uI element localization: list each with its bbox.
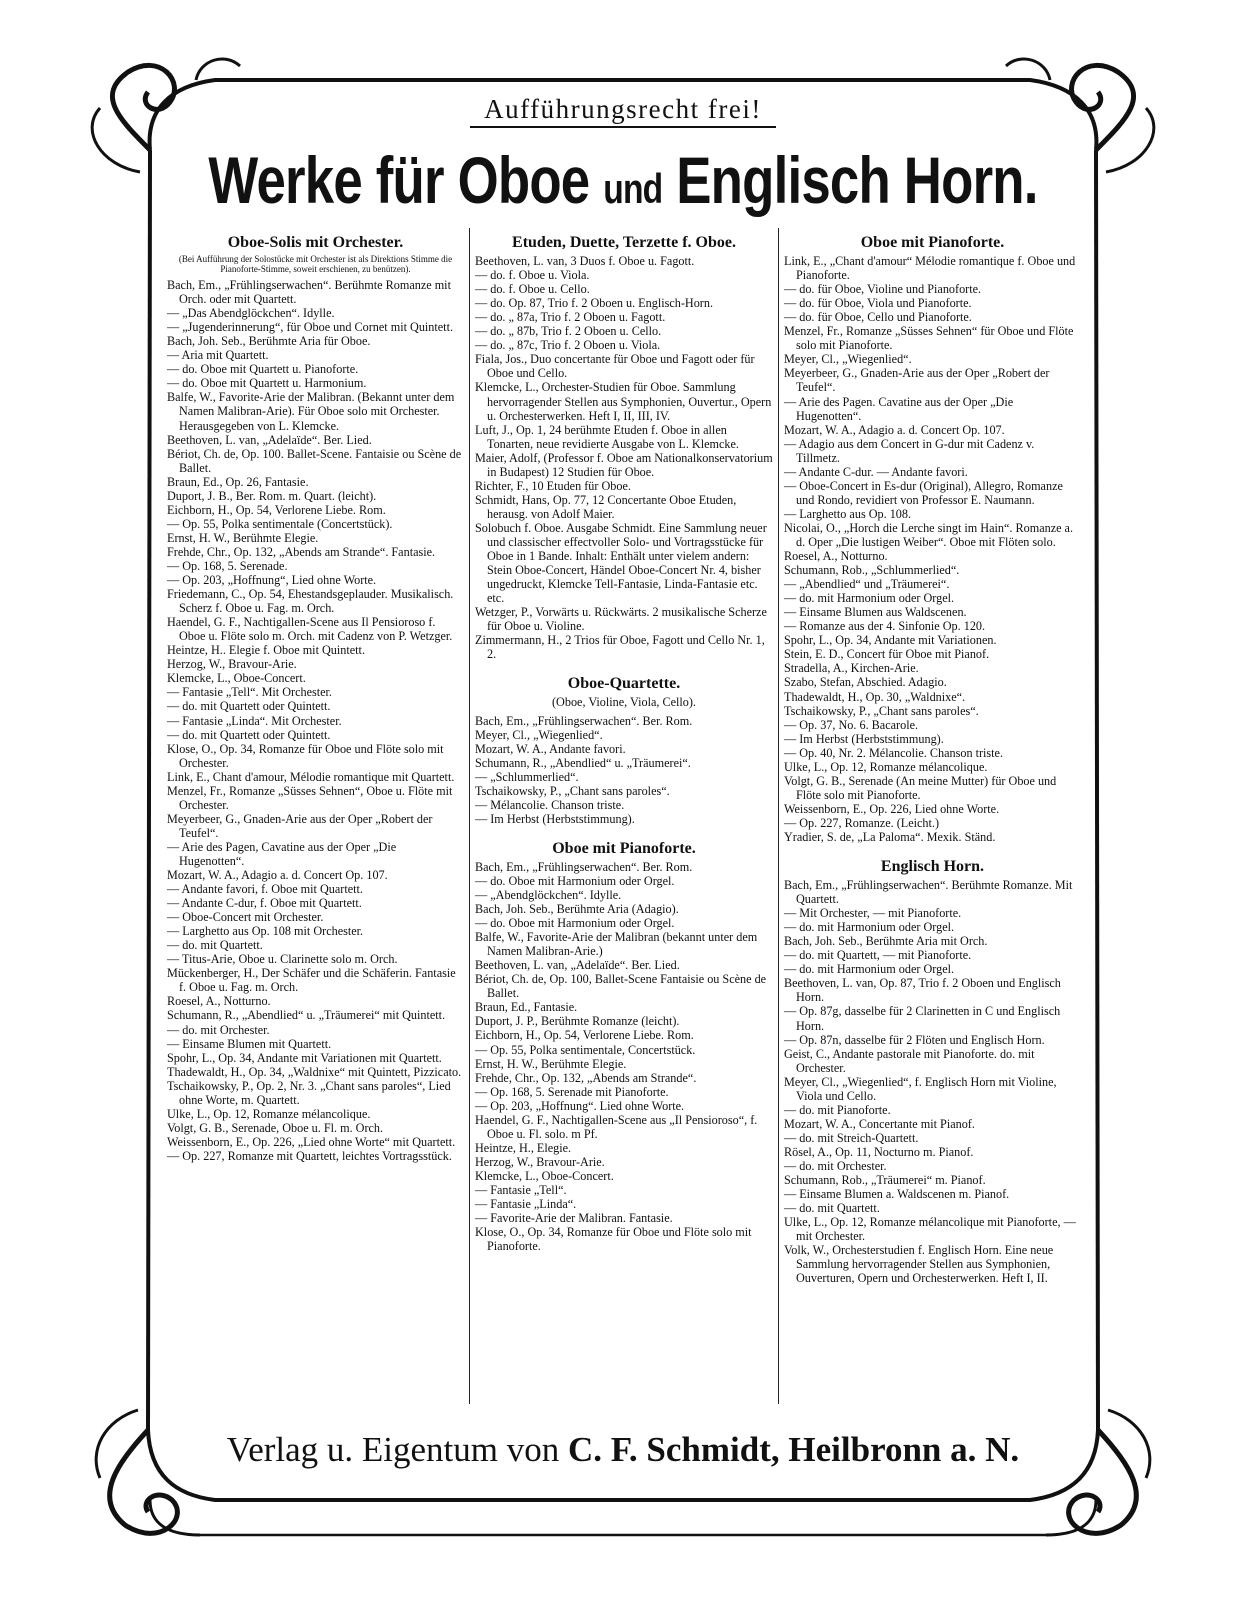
catalog-entry: — do. mit Quartett oder Quintett. (167, 727, 331, 742)
section-subtitle: (Oboe, Violine, Viola, Cello). (552, 695, 696, 710)
catalog-entry: — do. mit Streich-Quartett. (784, 1130, 919, 1145)
catalog-entry: — Op. 87g, dasselbe für 2 Clarinetten in C und Englisch Horn. (784, 1004, 1061, 1033)
catalog-entry: — do. mit Pianoforte. (784, 1102, 891, 1117)
catalog-entry: Schmidt, Hans, Op. 77, 12 Concertante Oboe Etuden, herausg. von Adolf Maier. (475, 492, 737, 521)
column-oboe-solis (162, 228, 469, 1404)
catalog-entry: Bériot, Ch. de, Op. 100. Ballet-Scene. Fantaisie ou Scène de Ballet. (167, 446, 462, 475)
column-oboe-pianoforte (779, 228, 1086, 1404)
catalog-entry: — Arie des Pagen, Cavatine aus der Oper „Die Hugenotten“. (167, 839, 397, 868)
catalog-entry: Herzog, W., Bravour-Arie. (167, 657, 297, 672)
catalog-entry: Ernst, H. W., Berühmte Elegie. (167, 530, 319, 545)
catalog-entry: Heintze, H.. Elegie f. Oboe mit Quintett. (167, 643, 365, 658)
catalog-entry: Meyer, Cl., „Wiegenlied“. (475, 727, 603, 742)
catalog-entry: — Mélancolie. Chanson triste. (475, 797, 625, 812)
catalog-entry: — „Abendlied“ und „Träumerei“. (784, 577, 950, 592)
catalog-entry: — Oboe-Concert in Es-dur (Original), Allegro, Romanze und Rondo, revidiert von Professor E. Naumann. (784, 478, 1063, 507)
catalog-entry: — do. mit Quartett. (784, 1201, 880, 1216)
catalog-entry: — Op. 55, Polka sentimentale, Concertstück. (475, 1042, 696, 1057)
catalog-entry: Schumann, Rob., „Schlummerlied“. (784, 563, 960, 578)
catalog-entry: Bach, Joh. Seb., Berühmte Aria mit Orch. (784, 934, 988, 949)
catalog-list (475, 714, 773, 826)
catalog-entry: — do. mit Harmonium oder Orgel. (784, 591, 955, 606)
catalog-entry: Mückenberger, H., Der Schäfer und die Schäferin. Fantasie f. Oboe u. Fag. m. Orch. (167, 966, 456, 995)
catalog-entry: — Im Herbst (Herbststimmung). (475, 811, 635, 826)
catalog-entry: — do. f. Oboe u. Cello. (475, 282, 590, 297)
catalog-entry: Spohr, L., Op. 34, Andante mit Variationen. (784, 633, 997, 648)
catalog-entry: Duport, J. B., Ber. Rom. m. Quart. (leicht). (167, 488, 377, 503)
catalog-entry: — Mit Orchester, — mit Pianoforte. (784, 906, 962, 921)
catalog-entry: — Op. 168, 5. Serenade mit Pianoforte. (475, 1084, 669, 1099)
page-title (125, 140, 1122, 229)
catalog-entry: Eichborn, H., Op. 54, Verlorene Liebe. Rom. (475, 1028, 694, 1043)
catalog-entry: Herzog, W., Bravour-Arie. (475, 1154, 605, 1169)
catalog-entry: Fiala, Jos., Duo concertante für Oboe und Fagott oder für Oboe und Cello. (475, 352, 755, 381)
catalog-entry: Volgt, G. B., Serenade, Oboe u. Fl. m. Orch. (167, 1120, 384, 1135)
catalog-entry: Meyerbeer, G., Gnaden-Arie aus der Oper „Robert der Teufel“. (784, 366, 1050, 395)
catalog-entry: — do. mit Orchester. (167, 1022, 270, 1037)
catalog-entry: Roesel, A., Notturno. (784, 549, 888, 564)
catalog-entry: Roesel, A., Notturno. (167, 994, 271, 1009)
catalog-entry: Mozart, W. A., Adagio a. d. Concert Op. 107. (167, 868, 388, 883)
catalog-entry: Link, E., „Chant d'amour“ Mélodie romantique f. Oboe und Pianoforte. (784, 254, 1076, 283)
catalog-entry: Menzel, Fr., Romanze „Süsses Sehnen“, Oboe u. Flöte mit Orchester. (167, 783, 453, 812)
catalog-entry: Ulke, L., Op. 12, Romanze mélancolique. (784, 759, 988, 774)
catalog-entry: Beethoven, L. van, Op. 87, Trio f. 2 Oboen und Englisch Horn. (784, 976, 1061, 1005)
catalog-entry: — do. mit Orchester. (784, 1159, 887, 1173)
catalog-entry: Tschaikowsky, P., „Chant sans paroles“. (784, 703, 979, 718)
catalog-entry: — do. „ 87a, Trio f. 2 Oboen u. Fagott. (475, 310, 666, 325)
catalog-entry: Richter, F., 10 Etuden für Oboe. (475, 478, 631, 493)
catalog-entry: — do. f. Oboe u. Viola. (475, 268, 590, 283)
catalog-entry: — Fantasie „Linda“. Mit Orchester. (167, 713, 342, 728)
catalog-entry: — Einsame Blumen aus Waldscenen. (784, 605, 967, 620)
catalog-entry: Balfe, W., Favorite-Arie der Malibran (bekannt unter dem Namen Malibran-Arie.) (475, 930, 758, 959)
catalog-entry: — do. für Oboe, Cello und Pianoforte. (784, 310, 972, 325)
catalog-entry: Wetzger, P., Vorwärts u. Rückwärts. 2 musikalische Scherze für Oboe u. Violine. (475, 605, 767, 634)
catalog-list (784, 254, 1081, 844)
catalog-entry: Yradier, S. de, „La Paloma“. Mexik. Ständ. (784, 829, 996, 844)
catalog-entry: Klemcke, L., Oboe-Concert. (475, 1168, 614, 1183)
catalog-entry: — Fantasie „Tell“. Mit Orchester. (167, 685, 332, 700)
catalog-entry: Mozart, W. A., Concertante mit Pianof. (784, 1116, 975, 1131)
catalog-entry: Friedemann, C., Op. 54, Ehestandsgeplauder. Musikalisch. Scherz f. Oboe u. Fag. m. Orch. (167, 587, 454, 616)
catalog-entry: — Arie des Pagen. Cavatine aus der Oper „Die Hugenotten“. (784, 394, 1014, 423)
catalog-entry: — do. mit Harmonium oder Orgel. (784, 920, 955, 935)
catalog-entry: Solobuch f. Oboe. Ausgabe Schmidt. Eine Sammlung neuer und classischer effectvoller Solo- und Vortragsstücke für Oboe in 1 Bande. Inhalt: Enthält unter vielem andern: Stein Oboe-Concert, Händel Oboe-Concert Nr. 4, bisher ungedruckt, Klemcke Tell-Fantasie, Linda-Fantasie etc. etc. (475, 520, 767, 606)
catalog-entry: — „Das Abendglöckchen“. Idylle. (167, 306, 335, 321)
catalog-entry: — Op. 203, „Hoffnung“, Lied ohne Worte. (167, 573, 377, 588)
catalog-entry: — Andante C-dur. — Andante favori. (784, 464, 968, 479)
catalog-entry: — Op. 227, Romanze mit Quartett, leichtes Vortragsstück. (167, 1148, 452, 1163)
catalog-entry: — Aria mit Quartett. (167, 348, 269, 363)
column-etuden (469, 228, 779, 1404)
catalog-entry: Meyerbeer, G., Gnaden-Arie aus der Oper „Robert der Teufel“. (167, 811, 433, 840)
catalog-entry: — „Schlummerlied“. (475, 769, 579, 784)
catalog-entry: Weissenborn, E., Op. 226, Lied ohne Worte. (784, 801, 1000, 816)
catalog-entry: Ulke, L., Op. 12, Romanze mélancolique. (167, 1106, 371, 1121)
catalog-entry: — do. mit Quartett, — mit Pianoforte. (784, 948, 972, 963)
catalog-entry: Thadewaldt, H., Op. 34, „Waldnixe“ mit Quintett, Pizzicato. (167, 1064, 462, 1079)
catalog-entry: — do. mit Harmonium oder Orgel. (784, 962, 955, 977)
catalog-entry: Bach, Joh. Seb., Berühmte Aria für Oboe. (167, 334, 371, 349)
catalog-entry: Link, E., Chant d'amour, Mélodie romantique mit Quartett. (167, 769, 455, 784)
catalog-entry: — do. mit Quartett. (167, 938, 263, 953)
catalog-list (784, 878, 1081, 1285)
catalog-entry: — Fantasie „Linda“. (475, 1197, 577, 1212)
catalog-entry: — do. für Oboe, Violine und Pianoforte. (784, 282, 982, 297)
catalog-entry: — „Abendglöckchen“. Idylle. (475, 888, 622, 903)
catalog-entry: — Op. 37, No. 6. Bacarole. (784, 717, 919, 732)
catalog-entry: Nicolai, O., „Horch die Lerche singt im Hain“. Romanze a. d. Oper „Die lustigen Weiber“. Oboe mit Flöten solo. (784, 520, 1074, 549)
catalog-entry: Rösel, A., Op. 11, Nocturno m. Pianof. (784, 1144, 974, 1159)
performance-rights-note: Aufführungsrecht frei! (470, 94, 776, 128)
section-heading: Oboe mit Pianoforte. (860, 234, 1005, 251)
catalog-entry: Klose, O., Op. 34, Romanze für Oboe und Flöte solo mit Orchester. (167, 741, 444, 770)
catalog-entry: Beethoven, L. van, „Adelaïde“. Ber. Lied. (475, 958, 680, 973)
catalog-entry: — Larghetto aus Op. 108. (784, 506, 912, 521)
catalog-entry: Tschaikowsky, P., „Chant sans paroles“. (475, 783, 670, 798)
catalog-entry: — do. „ 87c, Trio f. 2 Oboen u. Viola. (475, 338, 661, 353)
catalog-entry: Mozart, W. A., Andante favori. (475, 741, 626, 756)
catalog-columns (162, 228, 1086, 1404)
catalog-entry: — Op. 55, Polka sentimentale (Concertstück). (167, 516, 393, 531)
title-part-b: Englisch Horn. (662, 143, 1038, 217)
catalog-entry: Volgt, G. B., Serenade (An meine Mutter) für Oboe und Flöte solo mit Pianoforte. (784, 773, 1057, 802)
publisher-name: C. F. Schmidt, Heilbronn a. N. (567, 1430, 1020, 1469)
catalog-entry: — do. Oboe mit Harmonium oder Orgel. (475, 873, 675, 888)
catalog-entry: Haendel, G. F., Nachtigallen-Scene aus Il Pensioroso f. Oboe u. Flöte solo m. Orch. mit Cadenz von P. Wetzger. (167, 615, 453, 644)
catalog-entry: Bach, Em., „Frühlingserwachen“. Berühmte Romanze. Mit Quartett. (784, 878, 1073, 907)
catalog-entry: Beethoven, L. van, 3 Duos f. Oboe u. Fagott. (475, 254, 695, 269)
title-part-a: Werke für Oboe (208, 143, 604, 217)
catalog-entry: Bach, Em., „Frühlingserwachen“. Ber. Rom. (475, 713, 693, 728)
section-heading: Oboe mit Pianoforte. (552, 839, 696, 857)
catalog-entry: Braun, Ed., Fantasie. (475, 1000, 578, 1015)
catalog-entry: — Andante C-dur, f. Oboe mit Quartett. (167, 896, 362, 911)
catalog-list (475, 254, 773, 661)
catalog-entry: Schumann, Rob., „Träumerei“ m. Pianof. (784, 1173, 986, 1188)
catalog-entry: Frehde, Chr., Op. 132, „Abends am Strande“. Fantasie. (167, 544, 436, 559)
catalog-entry: Stradella, A., Kirchen-Arie. (784, 661, 919, 676)
catalog-entry: — Adagio aus dem Concert in G-dur mit Cadenz v. Tillmetz. (784, 436, 1035, 465)
catalog-entry: Maier, Adolf, (Professor f. Oboe am Nationalkonservatorium in Budapest) 12 Studien für Oboe. (475, 450, 773, 479)
catalog-entry: Geist, C., Andante pastorale mit Pianoforte. do. mit Orchester. (784, 1046, 1035, 1075)
catalog-entry: Menzel, Fr., Romanze „Süsses Sehnen“ für Oboe und Flöte solo mit Pianoforte. (784, 324, 1074, 353)
catalog-entry: Ulke, L., Op. 12, Romanze mélancolique mit Pianoforte, — mit Orchester. (784, 1215, 1076, 1244)
catalog-entry: Frehde, Chr., Op. 132, „Abends am Strande“. (475, 1070, 697, 1085)
catalog-entry: — Einsame Blumen mit Quartett. (167, 1036, 332, 1051)
catalog-entry: Tschaikowsky, P., Op. 2, Nr. 3. „Chant sans paroles“, Lied ohne Worte, m. Quartett. (167, 1078, 451, 1107)
catalog-entry: — do. Oboe mit Harmonium oder Orgel. (475, 916, 675, 931)
catalog-entry: — Romanze aus der 4. Sinfonie Op. 120. (784, 619, 986, 634)
catalog-entry: Beethoven, L. van, „Adelaïde“. Ber. Lied. (167, 432, 372, 447)
catalog-entry: — Fantasie „Tell“. (475, 1183, 567, 1197)
catalog-entry: — Titus-Arie, Oboe u. Clarinette solo m. Orch. (167, 952, 398, 967)
catalog-entry: Bach, Joh. Seb., Berühmte Aria (Adagio). (475, 902, 679, 917)
catalog-entry: — Op. 40, Nr. 2. Mélancolie. Chanson triste. (784, 745, 1004, 760)
catalog-entry: Braun, Ed., Op. 26, Fantasie. (167, 474, 309, 489)
catalog-entry: Mozart, W. A., Adagio a. d. Concert Op. 107. (784, 422, 1005, 437)
footer-text: Verlag u. Eigentum von (226, 1430, 568, 1469)
section-note: (Bei Aufführung der Solostücke mit Orchester ist als Direktions Stimme die Pianoforte-Stimme, soweit erschienen, zu benützen). (178, 254, 453, 275)
section-heading: Englisch Horn. (880, 858, 985, 876)
catalog-entry: — „Jugenderinnerung“, für Oboe und Cornet mit Quintett. (167, 320, 454, 335)
catalog-entry: — Oboe-Concert mit Orchester. (167, 910, 324, 925)
section-heading: Oboe-Quartette. (567, 675, 681, 693)
catalog-entry: — do. Oboe mit Quartett u. Pianoforte. (167, 362, 359, 377)
catalog-entry: Duport, J. P., Berühmte Romanze (leicht). (475, 1014, 680, 1029)
catalog-entry: — Einsame Blumen a. Waldscenen m. Pianof. (784, 1187, 1010, 1202)
catalog-entry: Heintze, H., Elegie. (475, 1140, 572, 1155)
catalog-entry: Klemcke, L., Orchester-Studien für Oboe. Sammlung hervorragender Stellen aus Symphonien, Ouvertur., Opern u. Orchesterwerken. Heft I, II, III, IV. (475, 380, 772, 423)
catalog-entry: Stein, E. D., Concert für Oboe mit Pianof. (784, 647, 990, 662)
catalog-entry: — Op. 168, 5. Serenade. (167, 558, 288, 573)
catalog-entry: — do. „ 87b, Trio f. 2 Oboen u. Cello. (475, 324, 662, 339)
catalog-entry: Zimmermann, H., 2 Trios für Oboe, Fagott und Cello Nr. 1, 2. (475, 633, 765, 662)
catalog-entry: — Larghetto aus Op. 108 mit Orchester. (167, 924, 364, 939)
header (0, 94, 1246, 128)
catalog-entry: Eichborn, H., Op. 54, Verlorene Liebe. Rom. (167, 502, 386, 517)
catalog-entry: Klose, O., Op. 34, Romanze für Oboe und Flöte solo mit Pianoforte. (475, 1225, 752, 1254)
catalog-entry: — Im Herbst (Herbststimmung). (784, 731, 944, 746)
title-und: und (603, 165, 663, 212)
catalog-entry: — do. mit Quartett oder Quintett. (167, 699, 331, 714)
catalog-entry: Spohr, L., Op. 34, Andante mit Variationen mit Quartett. (167, 1050, 442, 1065)
catalog-list (167, 278, 464, 1163)
catalog-entry: Meyer, Cl., „Wiegenlied“, f. Englisch Horn mit Violine, Viola und Cello. (784, 1074, 1057, 1103)
catalog-entry: Bach, Em., „Frühlingserwachen“. Ber. Rom. (475, 859, 693, 874)
catalog-entry: Schumann, R., „Abendlied“ u. „Träumerei“. (475, 755, 691, 770)
catalog-entry: Bériot, Ch. de, Op. 100, Ballet-Scene Fantaisie ou Scène de Ballet. (475, 972, 767, 1001)
catalog-entry: Meyer, Cl., „Wiegenlied“. (784, 352, 912, 367)
catalog-list (475, 860, 773, 1253)
catalog-entry: — do. Oboe mit Quartett u. Harmonium. (167, 376, 367, 391)
section-heading: Oboe-Solis mit Orchester. (227, 234, 404, 251)
section-heading: Etuden, Duette, Terzette f. Oboe. (512, 234, 736, 251)
catalog-entry: — do. für Oboe, Viola und Pianoforte. (784, 296, 972, 311)
catalog-entry: Klemcke, L., Oboe-Concert. (167, 671, 306, 686)
catalog-entry: Szabo, Stefan, Abschied. Adagio. (784, 675, 947, 690)
catalog-entry: — Andante favori, f. Oboe mit Quartett. (167, 882, 363, 897)
catalog-entry: — Favorite-Arie der Malibran. Fantasie. (475, 1211, 673, 1226)
catalog-entry: Bach, Em., „Frühlingserwachen“. Berühmte Romanze mit Orch. oder mit Quartett. (167, 278, 451, 307)
catalog-entry: — do. Op. 87, Trio f. 2 Oboen u. Englisch-Horn. (475, 296, 713, 311)
catalog-entry: — Op. 203, „Hoffnung“. Lied ohne Worte. (475, 1098, 685, 1113)
catalog-entry: Balfe, W., Favorite-Arie der Malibran. (Bekannt unter dem Namen Malibran-Arie). Für Oboe solo mit Orchester. Herausgegeben von L. Klemcke. (167, 390, 455, 433)
catalog-entry: — Op. 227, Romanze. (Leicht.) (784, 815, 940, 830)
catalog-entry: Ernst, H. W., Berühmte Elegie. (475, 1056, 627, 1071)
catalog-entry: Volk, W., Orchesterstudien f. Englisch Horn. Eine neue Sammlung hervorragender Stellen aus Symphonien, Ouverturen, Opern und Orchesterwerken. Heft I, II. (784, 1243, 1054, 1286)
catalog-entry: Haendel, G. F., Nachtigallen-Scene aus „Il Pensioroso“, f. Oboe u. Fl. solo. m Pf. (475, 1112, 758, 1141)
catalog-entry: Schumann, R., „Abendlied“ u. „Träumerei“ mit Quintett. (167, 1008, 446, 1023)
catalog-entry: Thadewaldt, H., Op. 30, „Waldnixe“. (784, 689, 966, 704)
publisher-footer (0, 1430, 1246, 1470)
catalog-entry: Luft, J., Op. 1, 24 berühmte Etuden f. Oboe in allen Tonarten, neue revidierte Ausgabe von L. Klemcke. (475, 422, 739, 451)
catalog-entry: Weissenborn, E., Op. 226, „Lied ohne Worte“ mit Quartett. (167, 1134, 456, 1149)
catalog-entry: — Op. 87n, dasselbe für 2 Flöten und Englisch Horn. (784, 1032, 1045, 1047)
